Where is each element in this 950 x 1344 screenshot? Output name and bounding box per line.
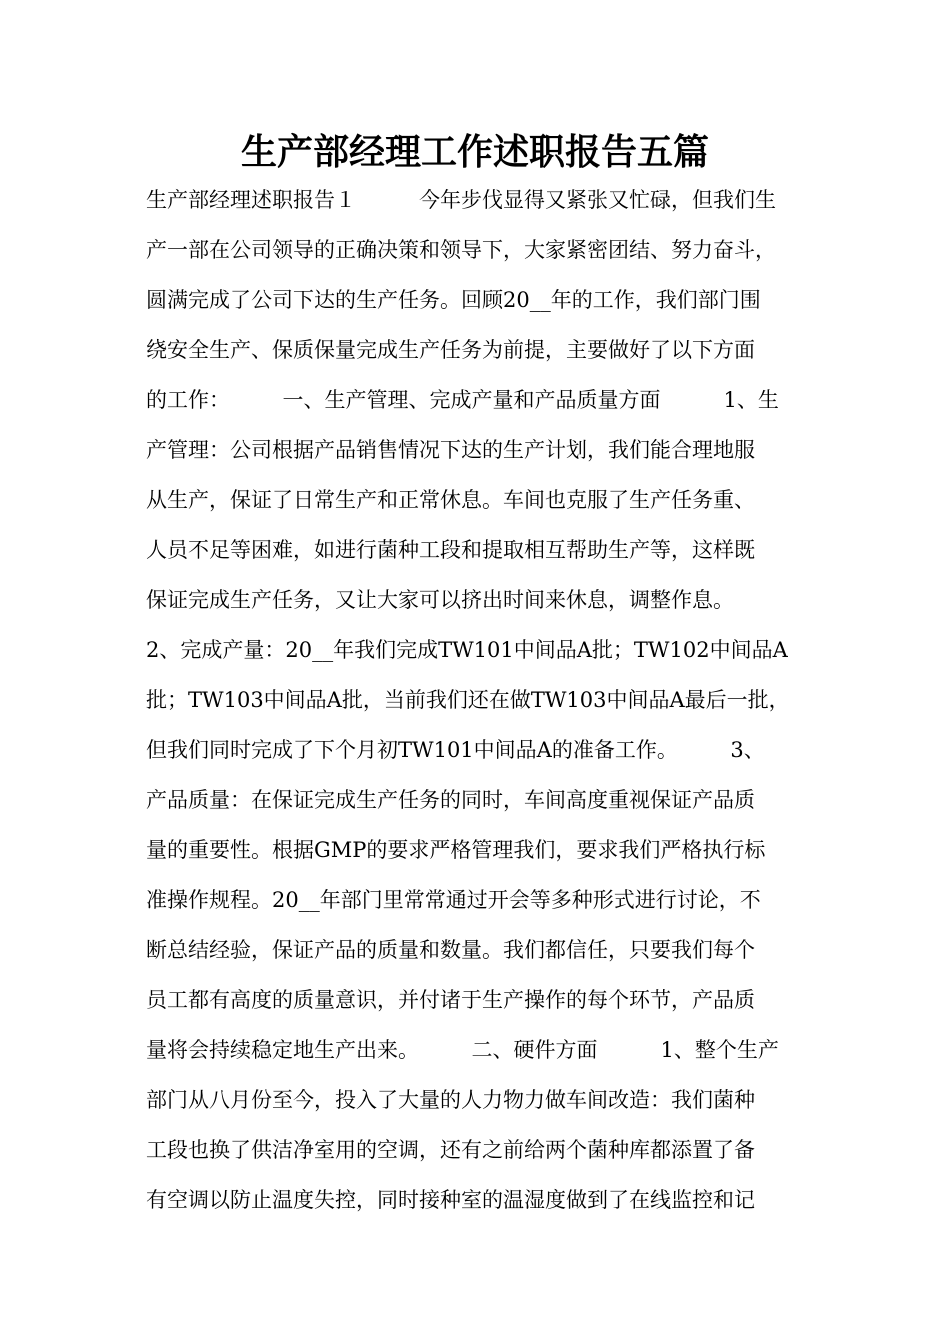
body-line: 有空调以防止温度失控，同时接种室的温湿度做到了在线监控和记 [146,1188,755,1212]
body-line: 但我们同时完成了下个月初TW101中间品A的准备工作。 3、 [146,738,765,762]
body-line: 产管理：公司根据产品销售情况下达的生产计划，我们能合理地服 [146,438,755,462]
body-line: 人员不足等困难，如进行菌种工段和提取相互帮助生产等，这样既 [146,538,755,562]
body-line: 断总结经验，保证产品的质量和数量。我们都信任，只要我们每个 [146,938,755,962]
body-line: 保证完成生产任务，又让大家可以挤出时间来休息，调整作息。 [146,588,734,612]
body-line: 工段也换了供洁净室用的空调，还有之前给两个菌种库都添置了备 [146,1138,755,1162]
body-line: 部门从八月份至今，投入了大量的人力物力做车间改造：我们菌种 [146,1088,755,1112]
body-line: 员工都有高度的质量意识，并付诸于生产操作的每个环节，产品质 [146,988,755,1012]
body-line: 从生产，保证了日常生产和正常休息。车间也克服了生产任务重、 [146,488,755,512]
body-line: 产品质量：在保证完成生产任务的同时，车间高度重视保证产品质 [146,788,755,812]
body-line: 的工作： 一、生产管理、完成产量和产品质量方面 1、生 [146,388,779,412]
body-line: 批；TW103中间品A批，当前我们还在做TW103中间品A最后一批， [146,688,790,712]
body-line: 绕安全生产、保质保量完成生产任务为前提，主要做好了以下方面 [146,338,755,362]
body-line: 量将会持续稳定地生产出来。 二、硬件方面 1、整个生产 [146,1038,779,1062]
body-line: 产一部在公司领导的正确决策和领导下，大家紧密团结、努力奋斗， [146,238,776,262]
body-line: 圆满完成了公司下达的生产任务。回顾20__年的工作，我们部门围 [146,288,761,312]
body-line: 2、完成产量：20__年我们完成TW101中间品A批；TW102中间品A [146,638,788,662]
document-title: 生产部经理工作述职报告五篇 [240,131,709,173]
body-line: 生产部经理述职报告１ 今年步伐显得又紧张又忙碌，但我们生 [146,188,776,212]
body-line: 准操作规程。20__年部门里常常通过开会等多种形式进行讨论，不 [146,888,761,912]
document-body [146,183,826,1233]
body-line: 量的重要性。根据GMP的要求严格管理我们，要求我们严格执行标 [146,838,766,862]
